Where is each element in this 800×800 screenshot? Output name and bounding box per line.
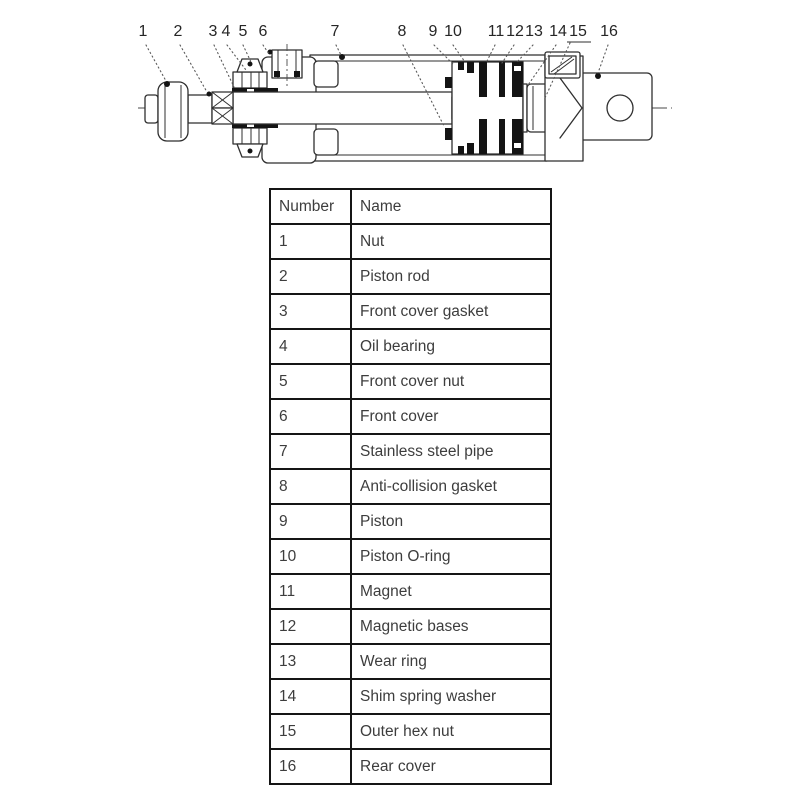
callout-7: 7 <box>330 23 340 40</box>
part-number-cell: 8 <box>270 469 351 504</box>
part-number-cell: 14 <box>270 679 351 714</box>
part-name-cell: Piston O-ring <box>351 539 551 574</box>
table-row <box>270 399 551 434</box>
part-name-cell: Nut <box>351 224 551 259</box>
col-header-name: Name <box>351 189 551 224</box>
part-name-cell: Front cover gasket <box>351 294 551 329</box>
table-row <box>270 434 551 469</box>
nut <box>158 81 188 141</box>
table-row <box>270 259 551 294</box>
part-name-cell: Piston <box>351 504 551 539</box>
part-name-cell: Piston rod <box>351 259 551 294</box>
callout-3: 3 <box>208 23 218 40</box>
table-row <box>270 644 551 679</box>
part-number-cell: 4 <box>270 329 351 364</box>
part-number-cell: 16 <box>270 749 351 784</box>
table-row <box>270 539 551 574</box>
rear-cover <box>545 52 652 161</box>
table-row <box>270 364 551 399</box>
table-row <box>270 504 551 539</box>
table-row <box>270 749 551 784</box>
mounting-hole <box>607 95 633 121</box>
table-row <box>270 329 551 364</box>
part-name-cell: Shim spring washer <box>351 679 551 714</box>
part-number-cell: 15 <box>270 714 351 749</box>
table-row <box>270 294 551 329</box>
table-row <box>270 224 551 259</box>
part-name-cell: Anti-collision gasket <box>351 469 551 504</box>
table-row <box>270 469 551 504</box>
callout-6: 6 <box>258 23 268 40</box>
part-number-cell: 7 <box>270 434 351 469</box>
callout-16: 16 <box>600 23 618 40</box>
part-name-cell: Oil bearing <box>351 329 551 364</box>
table-row <box>270 714 551 749</box>
part-number-cell: 2 <box>270 259 351 294</box>
part-name-cell: Outer hex nut <box>351 714 551 749</box>
callout-4: 4 <box>221 23 231 40</box>
table-header-row <box>270 189 551 224</box>
callout-11: 11 <box>487 23 505 40</box>
part-number-cell: 1 <box>270 224 351 259</box>
part-number-cell: 11 <box>270 574 351 609</box>
part-number-cell: 9 <box>270 504 351 539</box>
parts-table <box>269 188 552 785</box>
callout-12: 12 <box>506 23 524 40</box>
part-number-cell: 5 <box>270 364 351 399</box>
part-name-cell: Magnetic bases <box>351 609 551 644</box>
callout-15: 15 <box>569 23 587 40</box>
part-name-cell: Stainless steel pipe <box>351 434 551 469</box>
callout-8: 8 <box>397 23 407 40</box>
cylinder-diagram <box>0 0 800 188</box>
part-number-cell: 3 <box>270 294 351 329</box>
rod-bearing-crosses <box>212 92 233 124</box>
callout-5: 5 <box>238 23 248 40</box>
part-name-cell: Front cover nut <box>351 364 551 399</box>
part-name-cell: Magnet <box>351 574 551 609</box>
part-number-cell: 12 <box>270 609 351 644</box>
callout-14: 14 <box>549 23 567 40</box>
table-row <box>270 679 551 714</box>
part-number-cell: 6 <box>270 399 351 434</box>
piston-assembly <box>452 62 523 154</box>
rear-port <box>545 52 580 78</box>
table-row <box>270 574 551 609</box>
callout-13: 13 <box>525 23 543 40</box>
callout-10: 10 <box>444 23 462 40</box>
part-number-cell: 10 <box>270 539 351 574</box>
callout-1: 1 <box>138 23 148 40</box>
callout-9: 9 <box>428 23 438 40</box>
part-number-cell: 13 <box>270 644 351 679</box>
part-name-cell: Rear cover <box>351 749 551 784</box>
part-name-cell: Wear ring <box>351 644 551 679</box>
col-header-number: Number <box>270 189 351 224</box>
callout-2: 2 <box>173 23 183 40</box>
table-row <box>270 609 551 644</box>
parts-table-body <box>270 224 551 784</box>
part-name-cell: Front cover <box>351 399 551 434</box>
